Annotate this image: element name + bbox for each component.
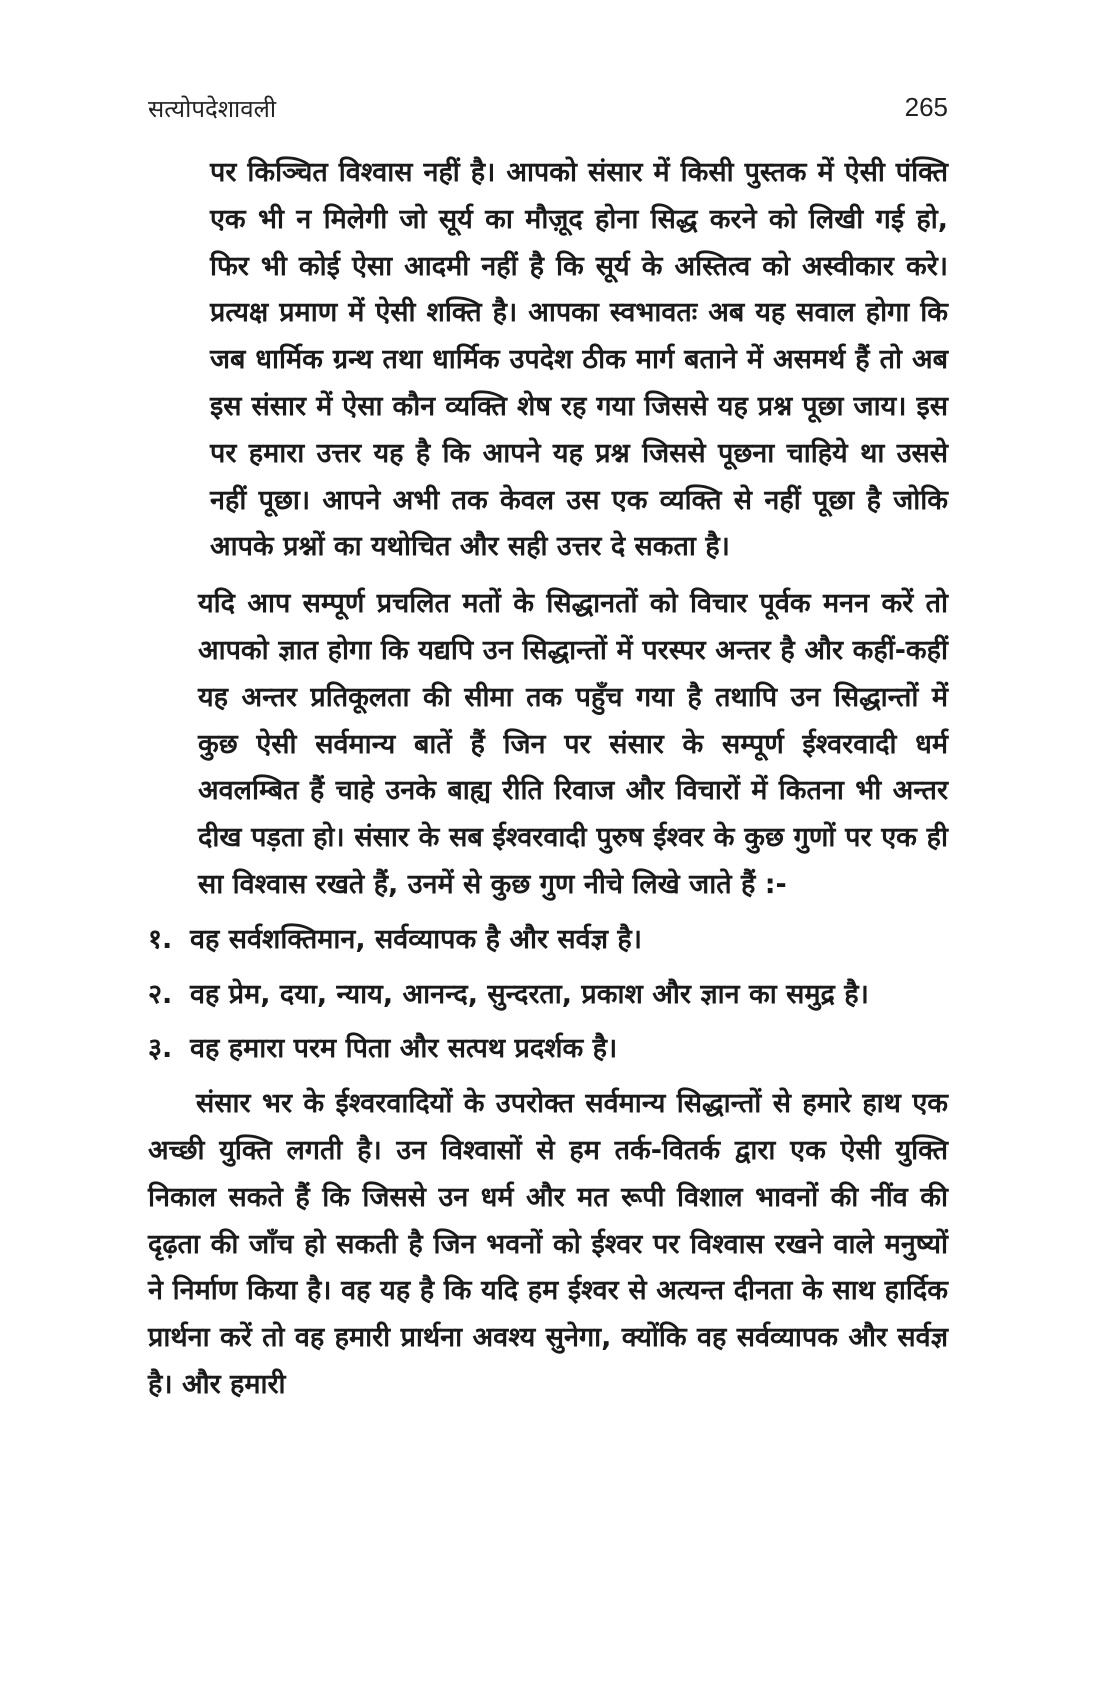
list-item-number: ३. [148,1033,173,1065]
list-item-number: १. [148,923,173,955]
list-item [148,972,948,1019]
list-item-text: वह सर्वशक्तिमान, सर्वव्यापक है और सर्वज्ञ है। [190,923,642,955]
intro-paragraph: यदि आप सम्पूर्ण प्रचलित मतों के सिद्धानतों को विचार पूर्वक मनन करें तो आपको ज्ञात होगा कि यद्यपि उन सिद्धान्तों में परस्पर अन्तर है और कहीं-कहीं यह अन्तर प्रतिकूलता की सीमा तक पहुँच गया है तथापि उन सिद्धान्तों में कुछ ऐसी सर्वमान्य बातें हैं जिन पर संसार के सम्पूर्ण ईश्वरवादी धर्म अवलम्बित हैं चाहे उनके बाह्य रीति रिवाज और विचारों में कितना भी अन्तर दीख पड़ता हो। संसार के सब ईश्वरवादी पुरुष ईश्वर के कुछ गुणों पर एक ही सा विश्वास रखते हैं, उनमें से कुछ गुण नीचे लिखे जाते हैं :- [198,588,948,900]
page-number: 265 [904,92,948,122]
list-item [148,917,948,964]
page-body [148,150,948,1409]
attributes-list [148,917,948,1073]
quoted-paragraph: पर किञ्चित विश्वास नहीं है। आपको संसार में किसी पुस्तक में ऐसी पंक्ति एक भी न मिलेगी जो सूर्य का मौज़ूद होना सिद्ध करने को लिखी गई हो, फिर भी कोई ऐसा आदमी नहीं है कि सूर्य के अस्तित्व को अस्वीकार करे। प्रत्यक्ष प्रमाण में ऐसी शक्ति है। आपका स्वभावतः अब यह सवाल होगा कि जब धार्मिक ग्रन्थ तथा धार्मिक उपदेश ठीक मार्ग बताने में असमर्थ हैं तो अब इस संसार में ऐसा कौन व्यक्ति शेष रह गया जिससे यह प्रश्न पूछा जाय। इस पर हमारा उत्तर यह है कि आपने यह प्रश्न जिससे पूछना चाहिये था उससे नहीं पूछा। आपने अभी तक केवल उस एक व्यक्ति से नहीं पूछा है जोकि आपके प्रश्नों का यथोचित और सही उत्तर दे सकता है। [210,157,948,563]
body-paragraph: संसार भर के ईश्वरवादियों के उपरोक्त सर्वमान्य सिद्धान्तों से हमारे हाथ एक अच्छी युक्ति लगती है। उन विश्वासों से हम तर्क-वितर्क द्वारा एक ऐसी युक्ति निकाल सकते हैं कि जिससे उन धर्म और मत रूपी विशाल भावनों की नींव की दृढ़ता की जाँच हो सकती है जिन भवनों को ईश्वर पर विश्वास रखने वाले मनुष्यों ने निर्माण किया है। वह यह है कि यदि हम ईश्वर से अत्यन्त दीनता के साथ हार्दिक प्रार्थना करें तो वह हमारी प्रार्थना अवश्य सुनेगा, क्योंकि वह सर्वव्यापक और सर्वज्ञ है। और हमारी [148,1088,948,1400]
list-item-text: वह प्रेम, दया, न्याय, आनन्द, सुन्दरता, प्रकाश और ज्ञान का समुद्र है। [190,978,869,1010]
list-item [148,1026,948,1073]
running-head-title: सत्योपदेशावली [148,95,277,123]
list-item-number: २. [148,978,173,1010]
list-item-text: वह हमारा परम पिता और सत्पथ प्रदर्शक है। [190,1033,618,1065]
